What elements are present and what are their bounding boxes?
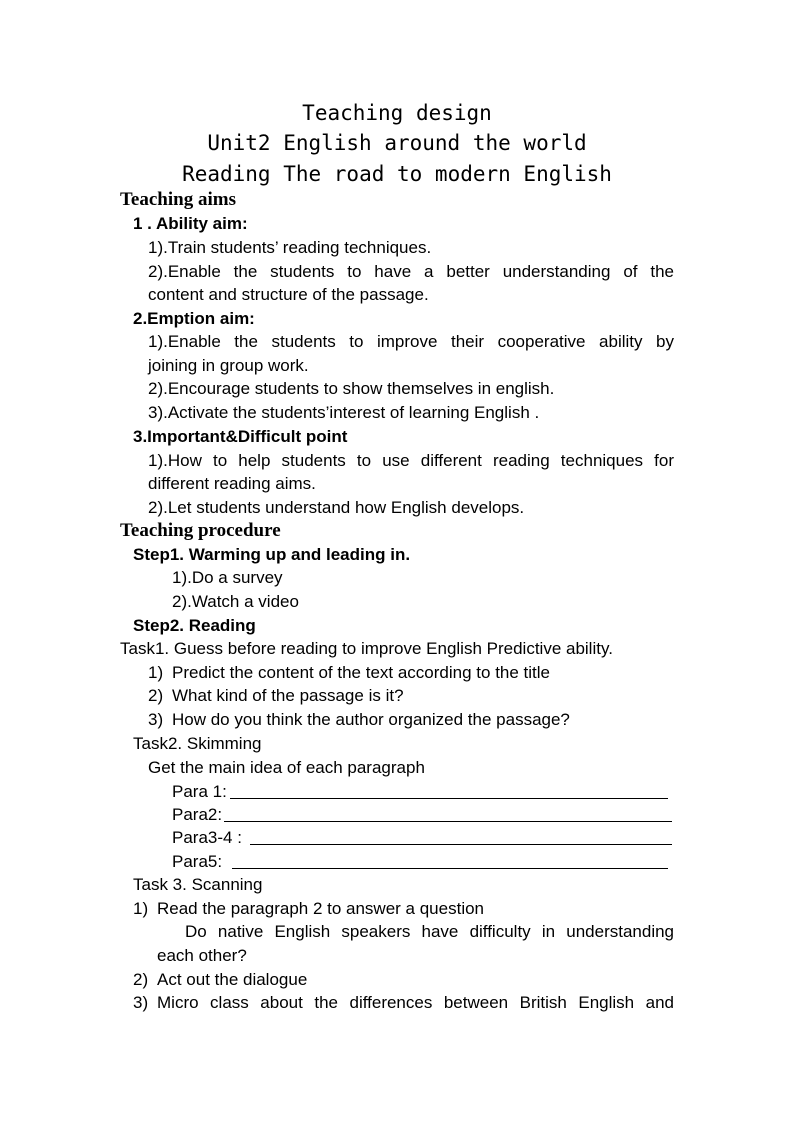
emotion-item-2: 2).Encourage students to show themselves in english. <box>148 379 555 398</box>
para-5-label: Para5: <box>172 852 223 871</box>
unit-title: Unit2 English around the world <box>207 131 587 155</box>
procedure-heading: Teaching procedure <box>120 520 281 541</box>
task1-item-1-number: 1) <box>148 663 164 682</box>
emotion-item-1-line1: 1).Enable the students to improve their cooperative ability by <box>148 332 674 351</box>
doc-title: Teaching design <box>302 101 492 125</box>
task1-item-2-text: What kind of the passage is it? <box>172 686 404 705</box>
task3-item-3-text: Micro class about the differences between British English and <box>157 993 674 1012</box>
step2-heading: Step2. Reading <box>133 616 256 635</box>
para-2-label: Para2: <box>172 805 223 824</box>
ability-item-1: 1).Train students’ reading techniques. <box>148 238 432 257</box>
emotion-item-1-line2: joining in group work. <box>148 356 309 375</box>
ability-item-2-line2: content and structure of the passage. <box>148 285 429 304</box>
point-item-1-line1: 1).How to help students to use different reading techniques for <box>148 451 674 470</box>
para-5-answer-blank[interactable] <box>232 868 668 869</box>
para-1-answer-blank[interactable] <box>230 798 668 799</box>
task1-item-3-text: How do you think the author organized the passage? <box>172 710 570 729</box>
task3-question-line1: Do native English speakers have difficulty in understanding <box>185 922 674 941</box>
lesson-title: Reading The road to modern English <box>182 162 612 186</box>
emotion-aim-heading: 2.Emption aim: <box>133 309 255 328</box>
para-3-4-label: Para3-4 : <box>172 828 242 847</box>
task1-item-2-number: 2) <box>148 686 164 705</box>
ability-aim-heading: 1 . Ability aim: <box>133 214 248 233</box>
ability-item-2-line1: 2).Enable the students to have a better understanding of the <box>148 262 674 281</box>
task3-question-line2: each other? <box>157 946 247 965</box>
aims-heading: Teaching aims <box>120 189 236 210</box>
task1-heading: Task1. Guess before reading to improve English Predictive ability. <box>120 639 613 658</box>
task1-item-1-text: Predict the content of the text according to the title <box>172 663 551 682</box>
para-2-answer-blank[interactable] <box>224 821 672 822</box>
important-point-heading: 3.Important&Difficult point <box>133 427 348 446</box>
task3-heading: Task 3. Scanning <box>133 875 263 894</box>
task3-item-3-number: 3) <box>133 993 149 1012</box>
step1-item-1: 1).Do a survey <box>172 568 283 587</box>
para-3-4-answer-blank[interactable] <box>250 844 672 845</box>
task2-heading: Task2. Skimming <box>133 734 262 753</box>
task3-item-2-text: Act out the dialogue <box>157 970 308 989</box>
point-item-1-line2: different reading aims. <box>148 474 316 493</box>
point-item-2: 2).Let students understand how English develops. <box>148 498 525 517</box>
task3-item-1-number: 1) <box>133 899 149 918</box>
task3-item-1-text: Read the paragraph 2 to answer a question <box>157 899 485 918</box>
step1-item-2: 2).Watch a video <box>172 592 299 611</box>
emotion-item-3: 3).Activate the students’interest of learning English . <box>148 403 540 422</box>
para-1-label: Para 1: <box>172 782 227 801</box>
task3-item-2-number: 2) <box>133 970 149 989</box>
task2-instruction: Get the main idea of each paragraph <box>148 758 425 777</box>
step1-heading: Step1. Warming up and leading in. <box>133 545 411 564</box>
task1-item-3-number: 3) <box>148 710 164 729</box>
